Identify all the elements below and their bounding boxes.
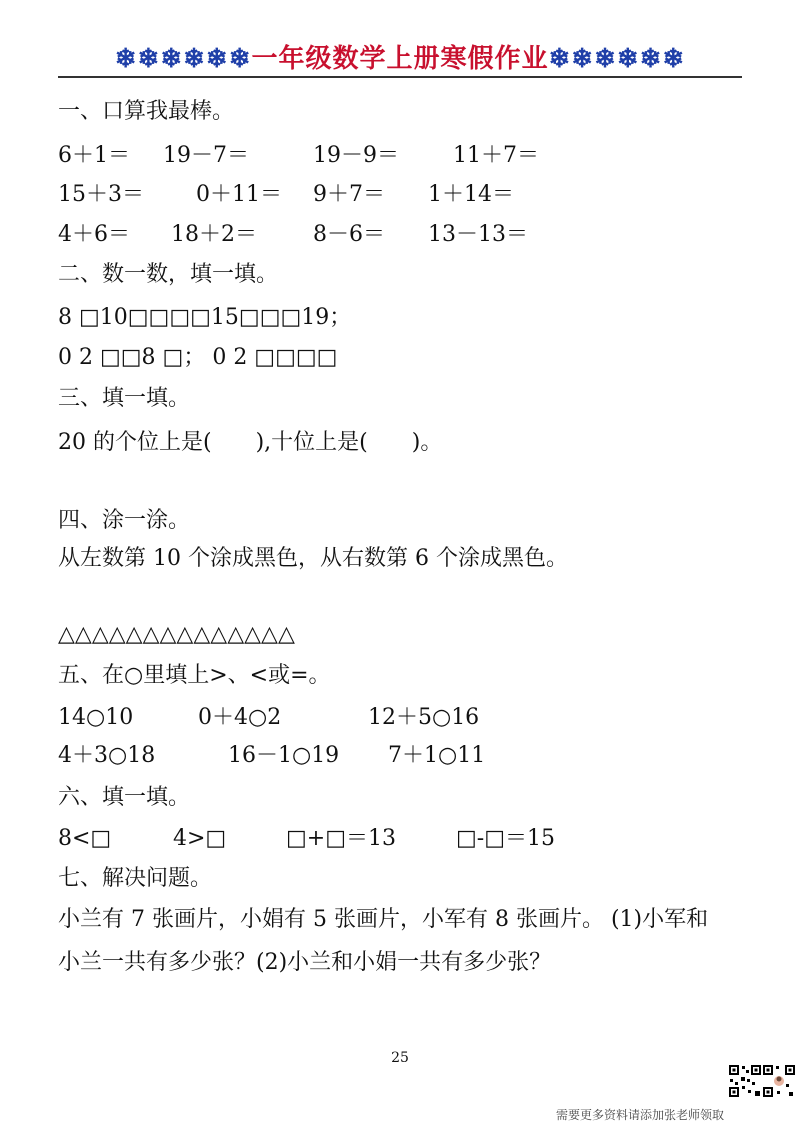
problem: 4＋6＝ xyxy=(58,222,130,247)
compare-problem: 4＋3○18 xyxy=(58,743,156,768)
page-number: 25 xyxy=(391,1050,409,1066)
section-5-title: 五、在○里填上>、<或=。 xyxy=(58,663,331,688)
snowflake-icon: ❄❄❄❄❄❄ xyxy=(548,44,686,74)
section-3-title: 三、填一填。 xyxy=(58,386,191,411)
word-problem: 小兰有 7 张画片，小娟有 5 张画片，小军有 8 张画片。 (1)小军和 xyxy=(58,907,709,932)
compare-problem: 7＋1○11 xyxy=(388,743,486,768)
problem: 1＋14＝ xyxy=(428,182,514,207)
compare-row xyxy=(58,703,742,733)
compare-problem: 0＋4○2 xyxy=(198,705,282,730)
promo-text: 需要更多资料请添加张老师领取 xyxy=(556,1108,725,1122)
snowflake-icon: ❄❄❄❄❄❄ xyxy=(114,44,252,74)
problem: 8－6＝ xyxy=(313,222,385,247)
compare-row xyxy=(58,741,742,771)
qr-code-icon xyxy=(762,1064,796,1098)
triangle-row: △△△△△△△△△△△△△△ xyxy=(58,622,295,647)
page-title: 一年级数学上册寒假作业 xyxy=(251,44,549,74)
word-problem: 小兰一共有多少张？(2)小兰和小娟一共有多少张？ xyxy=(58,950,552,975)
section-4-title: 四、涂一涂。 xyxy=(58,508,191,533)
coloring-instruction: 从左数第 10 个涂成黑色，从右数第 6 个涂成黑色。 xyxy=(58,546,568,571)
fill-problem: 8<□ xyxy=(58,826,112,851)
section-6-title: 六、填一填。 xyxy=(58,785,191,810)
problem: 13－13＝ xyxy=(428,222,528,247)
compare-problem: 16－1○19 xyxy=(228,743,340,768)
page-header xyxy=(0,38,800,75)
number-sequence: 0 2 □□8 □； 0 2 □□□□ xyxy=(58,345,338,370)
problem: 18＋2＝ xyxy=(171,222,257,247)
problem: 15＋3＝ xyxy=(58,182,144,207)
section-1-title: 一、口算我最棒。 xyxy=(58,99,235,124)
problem: 9＋7＝ xyxy=(313,182,385,207)
problem: 11＋7＝ xyxy=(453,143,539,168)
compare-problem: 14○10 xyxy=(58,705,134,730)
problem: 6＋1＝ xyxy=(58,143,130,168)
problem: 19－9＝ xyxy=(313,143,399,168)
number-sequence: 8 □10□□□□15□□□19； xyxy=(58,305,352,330)
problem: 0＋11＝ xyxy=(196,182,282,207)
qr-code-icon xyxy=(728,1064,762,1098)
fill-problem: 4>□ xyxy=(173,826,227,851)
problem-row xyxy=(58,141,742,171)
header-rule xyxy=(58,76,742,78)
fill-problem: □-□＝15 xyxy=(456,826,556,851)
problem: 19－7＝ xyxy=(163,143,249,168)
compare-problem: 12＋5○16 xyxy=(368,705,480,730)
fill-problem: □+□＝13 xyxy=(286,826,397,851)
fill-row xyxy=(58,824,742,854)
problem-row xyxy=(58,220,742,250)
section-2-title: 二、数一数，填一填。 xyxy=(58,262,279,287)
section-7-title: 七、解决问题。 xyxy=(58,866,213,891)
place-value-question: 20 的个位上是( ),十位上是( )。 xyxy=(58,430,443,455)
problem-row xyxy=(58,180,742,210)
